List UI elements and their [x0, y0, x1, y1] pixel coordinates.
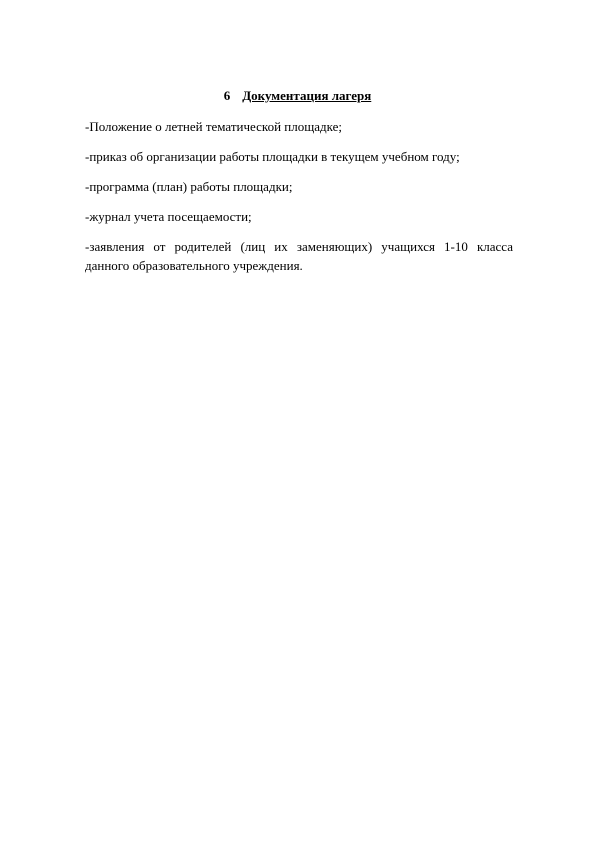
list-item: -Положение о летней тематической площадке; [85, 119, 342, 134]
list-item: -приказ об организации работы площадки в текущем учебном году; [85, 149, 460, 164]
list-item: -программа (план) работы площадки; [85, 179, 293, 194]
section-heading [0, 87, 595, 105]
list-item: -журнал учета посещаемости; [85, 209, 252, 224]
list-item: -заявления от родителей (лиц их заменяющих) учащихся 1-10 класса данного образовательного учреждения. [85, 239, 513, 273]
section-number: 6 [223, 88, 231, 103]
section-title: Документация лагеря [242, 88, 372, 103]
